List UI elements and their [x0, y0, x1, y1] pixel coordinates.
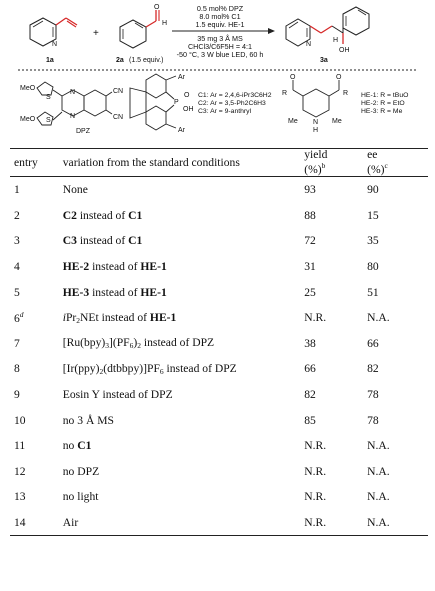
compound-2a-equiv: (1.5 equiv.): [129, 57, 164, 64]
cell-entry: 7: [14, 336, 20, 350]
cell-ee: N.A.: [367, 439, 390, 453]
cell-yield: 66: [304, 362, 316, 376]
cell-variation: HE-3 instead of HE-1: [62, 285, 167, 299]
pyridine-n-atom: N: [52, 41, 58, 48]
he-legend-1: HE-1: R = tBuO: [361, 92, 409, 99]
cell-entry: 13: [14, 490, 26, 504]
cell-entry: 12: [14, 464, 26, 478]
dpz-meo-top: MeO: [20, 85, 36, 92]
cell-yield: 31: [304, 260, 316, 274]
aldehyde-oxygen: O: [154, 4, 160, 11]
cell-ee: 51: [367, 285, 379, 299]
cell-ee: N.A.: [367, 311, 390, 325]
vinylpyridine-structure: [30, 18, 77, 48]
cell-yield: N.R.: [304, 510, 367, 536]
condition-line-4: 35 mg 3 Å MS: [197, 34, 243, 43]
header-yield: [304, 149, 367, 177]
cell-ee: 15: [367, 208, 379, 222]
product-oh-group: OH: [339, 47, 350, 54]
cell-yield: 82: [304, 388, 316, 402]
cell-yield: 93: [304, 183, 316, 197]
table-row: [10, 382, 428, 408]
cell-yield: 25: [304, 285, 316, 299]
catalyst-oh-group: OH: [183, 106, 194, 113]
dpz-cn-top: CN: [113, 88, 124, 95]
cell-entry: 1: [14, 183, 20, 197]
cell-entry: 10: [14, 413, 26, 427]
entry-footnote: d: [19, 310, 24, 320]
catalyst-legend-c3: C3: Ar = 9-anthryl: [198, 108, 252, 115]
cell-yield: 88: [304, 208, 316, 222]
optimization-table: [10, 148, 428, 536]
he-legend-3: HE-3: R = Me: [361, 108, 403, 115]
he-me-left: Me: [288, 118, 298, 125]
header-ee-footnote: c: [384, 161, 388, 170]
header-ee: [367, 149, 428, 177]
cell-variation: C3 instead of C1: [62, 234, 143, 248]
header-yield-main: yield: [304, 148, 328, 161]
condition-line-5: CHCl3/C6F5H = 4:1: [187, 42, 253, 51]
cell-ee: 78: [367, 388, 379, 402]
reaction-conditions: [172, 4, 275, 59]
cell-ee: 35: [367, 234, 379, 248]
hantzsch-ester-structure: [282, 74, 348, 134]
cell-entry: 6$^d$: [14, 310, 24, 326]
he-r-left: R: [282, 90, 288, 97]
cell-variation: $[Ru(bpy)_3](PF_6)_2$ instead of DPZ: [62, 336, 215, 351]
he-legend-2: HE-2: R = EtO: [361, 100, 405, 107]
cell-variation: C2 instead of C1: [62, 208, 143, 222]
table-row: [10, 356, 428, 382]
catalyst-o-atom: O: [184, 92, 190, 99]
cell-entry: 2: [14, 208, 20, 222]
compound-2a-label: 2a: [116, 57, 124, 64]
table-row: [10, 254, 428, 280]
condition-line-2: 8.0 mol% C1: [199, 12, 241, 21]
table-header-row: [10, 149, 428, 177]
benzaldehyde-structure: [120, 4, 167, 48]
cell-ee: 90: [367, 183, 379, 197]
cell-ee: N.A.: [367, 490, 390, 504]
cell-variation: no C1: [62, 439, 92, 453]
table-row: [10, 433, 428, 459]
table-row: [10, 510, 428, 536]
catalyst-legend-c1: C1: Ar = 2,4,6-iPr3C6H2: [198, 92, 272, 99]
header-ee-unit: (%): [367, 163, 385, 176]
cell-entry: 5: [14, 285, 20, 299]
header-variation: variation from the standard conditions: [63, 149, 304, 177]
cell-ee: N.A.: [367, 510, 428, 536]
cell-entry: 3: [14, 234, 20, 248]
cell-variation: None: [62, 183, 88, 197]
cell-ee: 78: [367, 413, 379, 427]
header-ee-main: ee: [367, 148, 378, 161]
pyrazine-n-bottom: N: [70, 113, 76, 120]
cell-yield: 38: [304, 336, 316, 350]
condition-line-6: -50 °C, 3 W blue LED, 60 h: [176, 50, 264, 59]
cell-variation: Air: [63, 510, 304, 536]
cell-variation: Eosin Y instead of DPZ: [62, 388, 173, 402]
cell-entry: 9: [14, 388, 20, 402]
catalyst-legend: [198, 92, 272, 115]
cell-variation: HE-2 instead of HE-1: [62, 260, 167, 274]
cell-ee: 82: [367, 362, 379, 376]
header-yield-footnote: b: [321, 161, 326, 170]
cell-ee: N.A.: [367, 464, 390, 478]
table-row: [10, 305, 428, 331]
catalyst-structure: [130, 74, 194, 134]
dpz-meo-bottom: MeO: [20, 116, 36, 123]
product-structure: [286, 7, 369, 54]
cell-entry: 14: [10, 510, 63, 536]
cell-variation: no DPZ: [62, 464, 100, 478]
thiophene-s-top: S: [46, 94, 51, 101]
he-me-right: Me: [332, 118, 342, 125]
reaction-arrow-icon: [268, 28, 275, 34]
catalyst-p-atom: P: [174, 99, 179, 106]
he-o-left: O: [290, 74, 296, 81]
dpz-structure: [20, 82, 123, 135]
cell-yield: N.R.: [304, 439, 327, 453]
compound-3a-label: 3a: [320, 57, 328, 64]
he-legend: [361, 92, 408, 115]
aldehyde-hydrogen: H: [162, 20, 168, 27]
cell-variation: $[Ir(ppy)_2(dtbbpy)]PF_6$ instead of DPZ: [62, 361, 237, 376]
dpz-label: DPZ: [76, 128, 90, 135]
cell-yield: N.R.: [304, 311, 327, 325]
cell-yield: N.R.: [304, 464, 327, 478]
cell-entry: 11: [14, 439, 26, 453]
cell-yield: 85: [304, 413, 316, 427]
compound-1a-label: 1a: [46, 57, 54, 64]
reaction-scheme: [0, 0, 435, 150]
he-n-atom: N: [313, 119, 319, 126]
condition-line-3: 1.5 equiv. HE-1: [195, 20, 245, 29]
product-h-atom: H: [333, 37, 339, 44]
cell-variation: no 3 Å MS: [62, 413, 114, 427]
table-row: [10, 203, 428, 229]
table-row: [10, 279, 428, 305]
header-entry: entry: [10, 149, 63, 177]
he-r-right: R: [343, 90, 349, 97]
catalyst-legend-c2: C2: Ar = 3,5-Ph2C6H3: [198, 100, 266, 107]
cell-yield: 72: [304, 234, 316, 248]
cell-variation: iPr$_2$NEt instead of HE-1: [62, 310, 177, 325]
table-row: [10, 459, 428, 485]
header-yield-unit: (%): [304, 163, 322, 176]
he-nh-hydrogen: H: [313, 127, 319, 134]
plus-sign: +: [93, 28, 99, 39]
table-body: [10, 177, 428, 536]
cell-variation: no light: [62, 490, 99, 504]
cell-entry: 4: [14, 260, 20, 274]
cell-ee: 66: [367, 336, 379, 350]
product-n-atom: N: [306, 41, 312, 48]
table-row: [10, 228, 428, 254]
pyrazine-n-top: N: [70, 89, 76, 96]
table-row: [10, 407, 428, 433]
cell-entry: 8: [14, 362, 20, 376]
dpz-cn-bottom: CN: [113, 114, 124, 121]
catalyst-ar-top: Ar: [178, 74, 185, 81]
he-o-right: O: [336, 74, 342, 81]
table-row: [10, 177, 428, 203]
cell-ee: 80: [367, 260, 379, 274]
cell-yield: N.R.: [304, 490, 327, 504]
condition-line-1: 0.5 mol% DPZ: [196, 4, 244, 13]
catalyst-ar-bottom: Ar: [178, 127, 185, 134]
table-row: [10, 331, 428, 357]
thiophene-s-bottom: S: [46, 117, 51, 124]
table-row: [10, 484, 428, 510]
